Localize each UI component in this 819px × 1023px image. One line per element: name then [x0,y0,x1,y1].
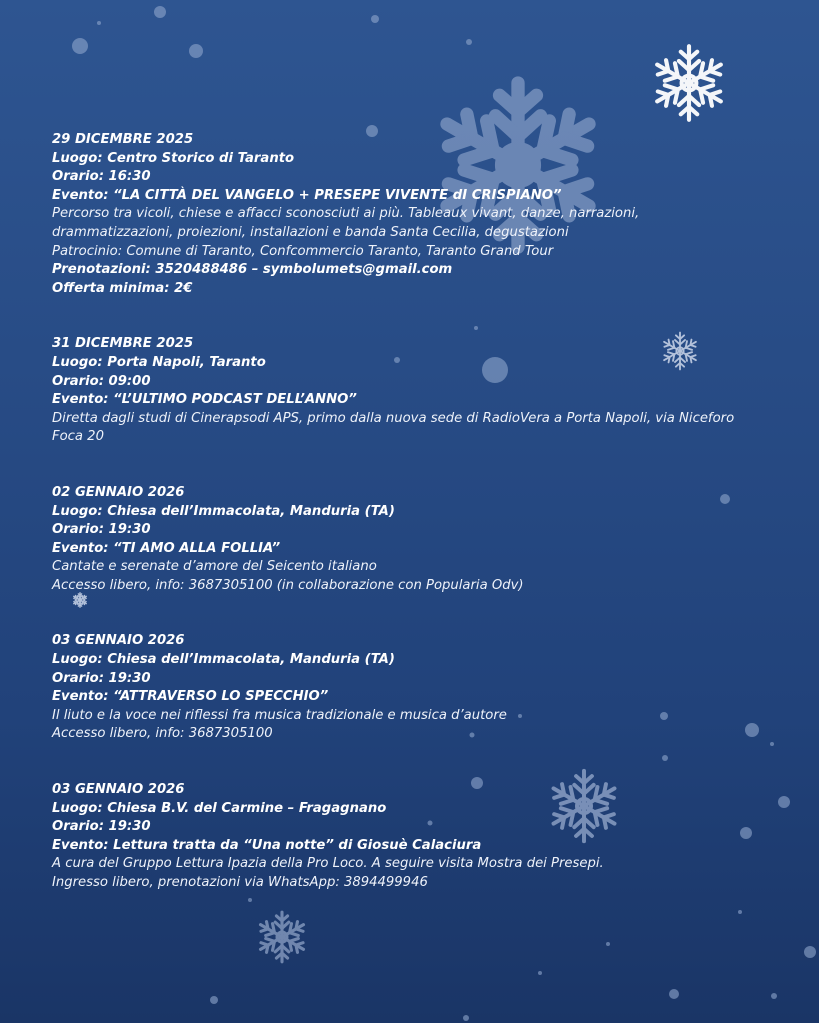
event-description: Percorso tra vicoli, chiese e affacci sconosciuti ai più. Tableaux vivant, danze, narrazioni, [52,206,640,222]
event-time: Orario: 09:00 [52,373,151,389]
snowflake-icon [257,912,307,962]
event-block [52,484,782,596]
events-list [52,131,782,893]
event-location: Luogo: Chiesa dell’Immacolata, Manduria (TA) [52,652,395,668]
event-date: 03 GENNAIO 2026 [52,633,185,649]
event-title: Evento: “L’ULTIMO PODCAST DELL’ANNO” [52,392,357,408]
event-date: 03 GENNAIO 2026 [52,782,185,798]
event-description: A cura del Gruppo Lettura Ipazia della Pro Loco. A seguire visita Mostra dei Presepi. [52,856,604,872]
event-block [52,781,782,893]
event-description: Diretta dagli studi di Cinerapsodi APS, primo dalla nuova sede di RadioVera a Porta Napoli, via Niceforo [52,410,735,426]
event-patronage: Patrocinio: Comune di Taranto, Confcommercio Taranto, Taranto Grand Tour [52,243,554,259]
event-time: Orario: 19:30 [52,670,151,686]
event-location: Luogo: Centro Storico di Taranto [52,150,295,166]
event-info: Accesso libero, info: 3687305100 [52,726,273,742]
event-date: 02 GENNAIO 2026 [52,484,185,500]
event-title: Evento: “LA CITTÀ DEL VANGELO + PRESEPE VIVENTE dI CRISPIANO” [52,187,562,203]
event-title: Evento: “ATTRAVERSO LO SPECCHIO” [52,689,329,705]
event-date: 31 DICEMBRE 2025 [52,336,194,352]
event-title: Evento: “TI AMO ALLA FOLLIA” [52,540,281,556]
event-block [52,131,782,298]
event-time: Orario: 19:30 [52,522,151,538]
event-location: Luogo: Chiesa dell’Immacolata, Manduria (TA) [52,503,395,519]
event-block [52,632,782,744]
event-booking: Prenotazioni: 3520488486 – symbolumets@gmail.com [52,262,453,278]
event-date: 29 DICEMBRE 2025 [52,132,194,147]
event-offer: Offerta minima: 2€ [52,280,193,296]
event-block [52,335,782,447]
snowflake-icon [652,46,726,120]
event-time: Orario: 16:30 [52,169,151,185]
event-description: drammatizzazioni, proiezioni, installazioni e banda Santa Cecilia, degustazioni [52,224,569,240]
event-info: Accesso libero, info: 3687305100 (in collaborazione con Popularia Odv) [52,577,524,593]
event-location: Luogo: Porta Napoli, Taranto [52,354,266,370]
event-description: Foca 20 [52,429,104,445]
event-description: Cantate e serenate d’amore del Seicento italiano [52,559,377,575]
event-info: Ingresso libero, prenotazioni via WhatsApp: 3894499946 [52,875,428,890]
event-title: Evento: Lettura tratta da “Una notte” di Giosuè Calaciura [52,837,482,853]
event-location: Luogo: Chiesa B.V. del Carmine – Fragagnano [52,800,387,816]
event-description: Il liuto e la voce nei riflessi fra musica tradizionale e musica d’autore [52,707,507,723]
event-time: Orario: 19:30 [52,819,151,835]
